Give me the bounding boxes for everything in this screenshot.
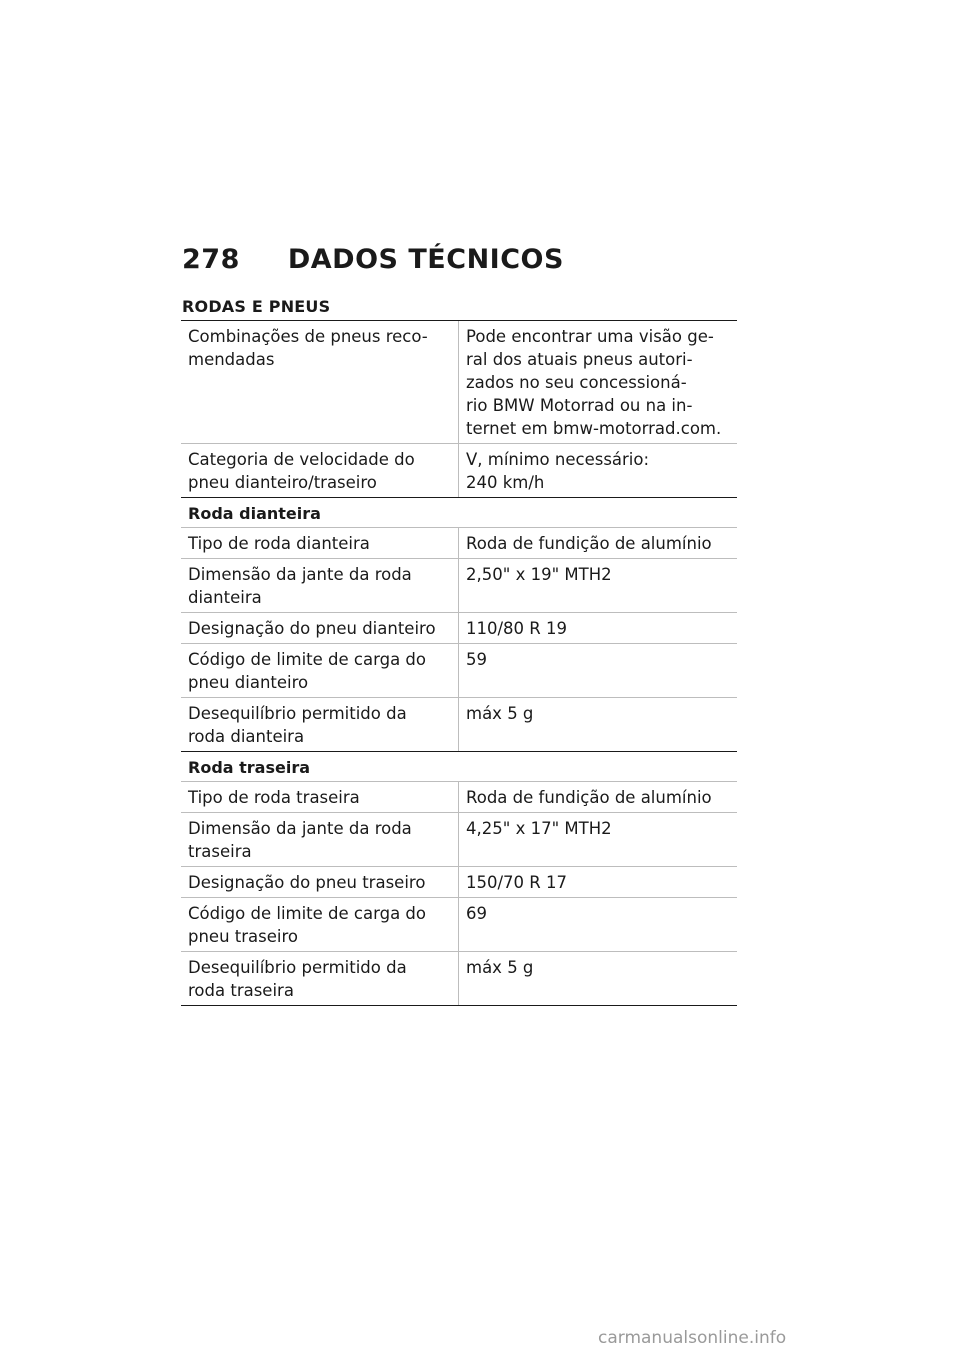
table-row (181, 781, 737, 812)
front-wheel-heading: Roda dianteira (188, 504, 321, 523)
section-title: RODAS E PNEUS (182, 297, 331, 316)
spec-label: Código de limite de carga do pneu traseiro (181, 898, 459, 951)
spec-value: Pode encontrar uma visão ge- ral dos atuais pneus autori- zados no seu concessioná- rio BMW Motorrad ou na in- ternet em bmw-motorrad.com. (466, 327, 722, 438)
spec-table (181, 320, 737, 1006)
spec-value: 69 (466, 904, 487, 923)
page-header (182, 244, 564, 275)
spec-label: Combinações de pneus reco- mendadas (181, 321, 459, 443)
table-row (181, 558, 737, 612)
watermark: carmanualsonline.info (598, 1328, 787, 1348)
table-row (181, 443, 737, 498)
spec-label: Desequilíbrio permitido da roda traseira (181, 952, 459, 1005)
rear-wheel-heading: Roda traseira (188, 758, 311, 777)
spec-value: 2,50" x 19" MTH2 (466, 565, 612, 584)
spec-value: máx 5 g (466, 958, 534, 977)
table-row (181, 866, 737, 897)
table-row (181, 897, 737, 951)
table-row (181, 612, 737, 643)
spec-label: Tipo de roda dianteira (181, 528, 459, 558)
page-number: 278 (182, 244, 240, 275)
spec-label: Designação do pneu dianteiro (181, 613, 459, 643)
table-row (181, 321, 737, 443)
table-row (181, 951, 737, 1005)
spec-value: 150/70 R 17 (466, 873, 567, 892)
spec-value: Roda de fundição de alumínio (466, 534, 712, 553)
spec-value: 110/80 R 19 (466, 619, 567, 638)
spec-label: Tipo de roda traseira (181, 782, 459, 812)
spec-label: Categoria de velocidade do pneu dianteiro/traseiro (181, 444, 459, 497)
spec-value: 4,25" x 17" MTH2 (466, 819, 612, 838)
spec-value: V, mínimo necessário: 240 km/h (466, 450, 650, 492)
table-row (181, 697, 737, 752)
spec-label: Designação do pneu traseiro (181, 867, 459, 897)
table-row (181, 527, 737, 558)
spec-label: Código de limite de carga do pneu dianteiro (181, 644, 459, 697)
spec-value: 59 (466, 650, 487, 669)
spec-value: máx 5 g (466, 704, 534, 723)
spec-value: Roda de fundição de alumínio (466, 788, 712, 807)
spec-label: Desequilíbrio permitido da roda dianteira (181, 698, 459, 751)
page-title: DADOS TÉCNICOS (287, 244, 564, 275)
table-row (181, 812, 737, 866)
table-row (181, 643, 737, 697)
spec-label: Dimensão da jante da roda dianteira (181, 559, 459, 612)
spec-label: Dimensão da jante da roda traseira (181, 813, 459, 866)
